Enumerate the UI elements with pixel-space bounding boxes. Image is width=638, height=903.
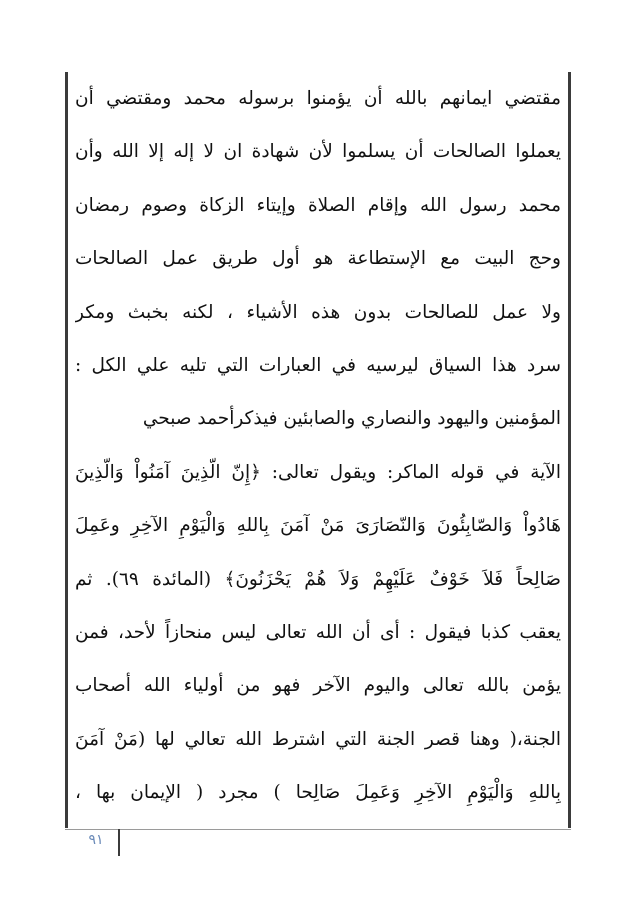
text-line: وحج البيت مع الإستطاعة هو أول طريق عمل الصالحات	[75, 248, 561, 270]
left-margin-rule	[65, 72, 68, 828]
footer-rule	[65, 829, 571, 830]
text-line: يعملوا الصالحات أن يسلموا لأن شهادة ان لا إله إلا الله وأن	[75, 141, 561, 163]
text-line: يؤمن بالله تعالى واليوم الآخر فهو من أولياء الله أصحاب	[75, 675, 561, 697]
text-line: سرد هذا السياق ليرسيه في العبارات التي تليه علي الكل :	[75, 354, 561, 376]
body-text	[75, 72, 561, 819]
text-line: يعقب كذبا فيقول : أى أن الله تعالى ليس منحازاً لأحد، فمن	[75, 621, 561, 643]
page-frame	[65, 72, 571, 820]
text-line: محمد رسول الله وإقام الصلاة وإيتاء الزكاة وصوم رمضان	[75, 194, 561, 216]
text-line: صَالِحاً فَلاَ خَوْفٌ عَلَيْهِمْ وَلاَ هُمْ يَحْزَنُونَ﴾ (المائدة ٦٩). ثم	[75, 568, 561, 590]
text-line: هَادُواْ وَالصّابِئُونَ وَالنّصَارَىَ مَنْ آمَنَ بِاللهِ وَالْيَوْمِ الآخِرِ وعَمِلَ	[75, 515, 561, 537]
page-number: ٩١	[88, 832, 104, 848]
right-margin-rule	[568, 72, 571, 828]
text-line: الجنة،( وهنا قصر الجنة التي اشترط الله تعالي لها (مَنْ آمَنَ	[75, 728, 561, 750]
text-line: بِاللهِ وَالْيَوْمِ الآخِرِ وَعَمِلَ صَالِحا ) مجرد ( الإيمان بها ،	[75, 782, 561, 804]
text-line: الآية في قوله الماكر: ويقول تعالى: ﴿إِنّ الّذِينَ آمَنُواْ وَالّذِينَ	[75, 461, 561, 483]
text-line: المؤمنين واليهود والنصاري والصابئين فيذكرأحمد صبحي	[142, 408, 561, 430]
footer-divider-mark	[118, 829, 120, 856]
text-line: ولا عمل للصالحات بدون هذه الأشياء ، لكنه بخبث ومكر	[75, 301, 561, 323]
text-line: مقتضي ايمانهم بالله أن يؤمنوا برسوله محمد ومقتضي أن	[75, 88, 561, 109]
